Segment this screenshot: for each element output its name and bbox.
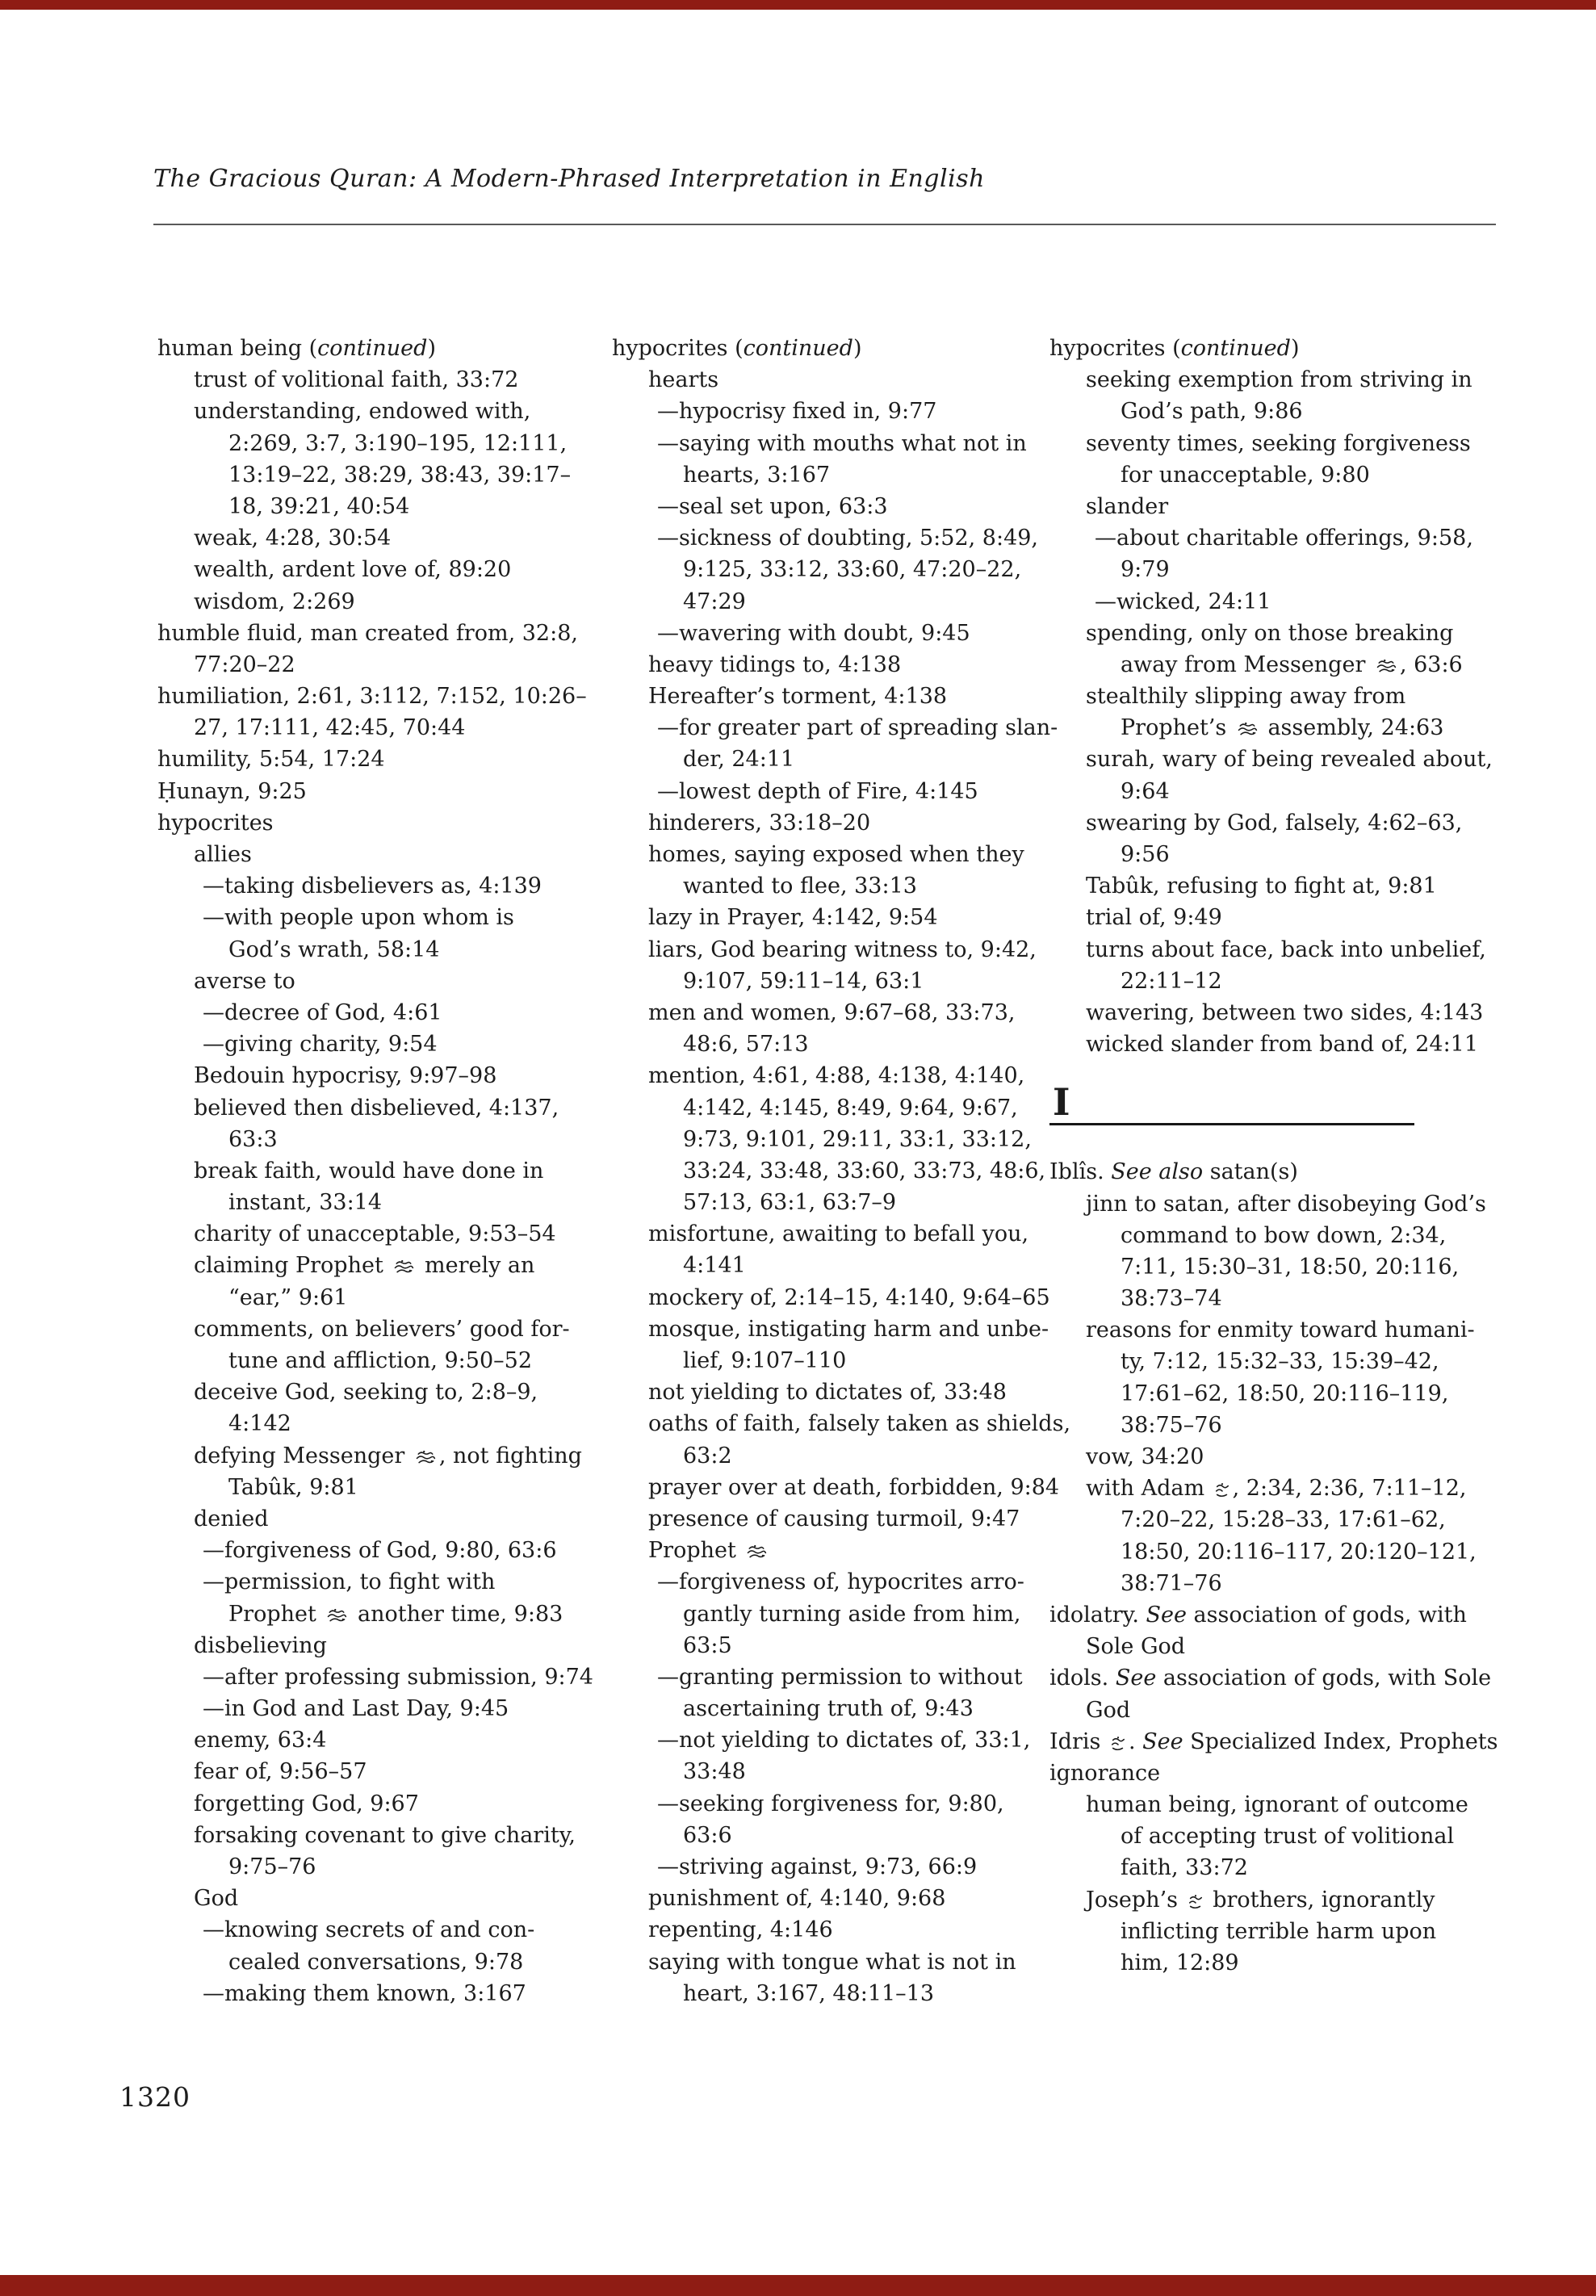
index-line: disbelieving	[194, 1632, 327, 1658]
index-line: oaths of faith, falsely taken as shields,	[648, 1411, 1071, 1437]
index-line: prayer over at death, forbidden, 9:84	[648, 1474, 1060, 1500]
index-line: faith, 33:72	[1121, 1855, 1248, 1881]
index-line: mockery of, 2:14–15, 4:140, 9:64–65	[648, 1284, 1050, 1310]
index-line: deceive God, seeking to, 2:8–9,	[194, 1380, 538, 1406]
index-line: reasons for enmity toward humani-	[1086, 1318, 1475, 1343]
index-line: 4:142, 4:145, 8:49, 9:64, 9:67,	[683, 1095, 1018, 1121]
index-line: spending, only on those breaking	[1086, 620, 1454, 646]
index-line: —knowing secrets of and con-	[203, 1917, 535, 1943]
index-line: 57:13, 63:1, 63:7–9	[683, 1190, 897, 1216]
index-line: 17:61–62, 18:50, 20:116–119,	[1121, 1381, 1449, 1406]
index-line: Idris . See Specialized Index, Prophets	[1049, 1728, 1498, 1754]
index-line: jinn to satan, after disobeying God’s	[1086, 1191, 1486, 1217]
index-line: presence of causing turmoil, 9:47	[648, 1506, 1020, 1531]
honorific-saws-icon	[413, 1449, 438, 1466]
index-line: averse to	[194, 968, 295, 994]
index-line: hypocrites (continued)	[612, 336, 862, 361]
index-line: Tabûk, 9:81	[228, 1474, 358, 1500]
index-line: Sole God	[1086, 1634, 1186, 1660]
index-line: vow, 34:20	[1086, 1444, 1204, 1469]
index-line: for unacceptable, 9:80	[1121, 462, 1370, 488]
index-line: 13:19–22, 38:29, 38:43, 39:17–	[228, 462, 572, 488]
index-line: 27, 17:111, 42:45, 70:44	[194, 715, 466, 741]
index-line: 38:73–74	[1121, 1286, 1222, 1312]
index-line: him, 12:89	[1121, 1950, 1239, 1975]
index-line: Prophet’s assembly, 24:63	[1121, 715, 1444, 741]
index-line: punishment of, 4:140, 9:68	[648, 1886, 946, 1912]
index-line: fear of, 9:56–57	[194, 1759, 367, 1785]
book-title: The Gracious Quran: A Modern-Phrased Interpretation in English	[153, 165, 985, 193]
index-line: 9:107, 59:11–14, 63:1	[683, 968, 924, 994]
index-line: humble fluid, man created from, 32:8,	[157, 620, 578, 646]
index-line: understanding, endowed with,	[194, 399, 531, 425]
index-line: repenting, 4:146	[648, 1917, 833, 1943]
honorific-as-icon	[1213, 1482, 1231, 1498]
index-line: command to bow down, 2:34,	[1121, 1222, 1447, 1248]
index-line: saying with tongue what is not in	[648, 1949, 1016, 1975]
index-line: 18:50, 20:116–117, 20:120–121,	[1121, 1539, 1477, 1565]
index-line: wicked slander from band of, 24:11	[1086, 1032, 1479, 1058]
index-line: —not yielding to dictates of, 33:1,	[657, 1728, 1031, 1753]
index-line: 18, 39:21, 40:54	[228, 493, 410, 519]
index-line: humiliation, 2:61, 3:112, 7:152, 10:26–	[157, 684, 587, 710]
index-line: lief, 9:107–110	[683, 1348, 847, 1373]
index-line: turns about face, back into unbelief,	[1086, 936, 1486, 962]
index-line: 33:24, 33:48, 33:60, 33:73, 48:6,	[683, 1158, 1046, 1184]
index-line: Joseph’s brothers, ignorantly	[1086, 1887, 1435, 1913]
index-line: hearts	[648, 367, 719, 393]
index-line: weak, 4:28, 30:54	[194, 526, 392, 551]
index-line: —hypocrisy fixed in, 9:77	[657, 399, 937, 425]
index-line: 9:75–76	[228, 1854, 316, 1879]
honorific-saws-icon	[392, 1259, 416, 1276]
section-letter: I	[1053, 1080, 1070, 1125]
index-line: homes, saying exposed when they	[648, 842, 1024, 867]
honorific-saws-icon	[744, 1544, 769, 1561]
index-line: God	[194, 1886, 239, 1912]
index-line: hypocrites	[157, 810, 274, 836]
index-line: —forgiveness of God, 9:80, 63:6	[203, 1538, 557, 1564]
index-line: wanted to flee, 33:13	[683, 874, 917, 899]
index-line: —seeking forgiveness for, 9:80,	[657, 1791, 1004, 1816]
index-line: God’s path, 9:86	[1121, 399, 1303, 425]
index-line: 38:71–76	[1121, 1570, 1222, 1596]
index-line: instant, 33:14	[228, 1190, 383, 1216]
section-rule	[1049, 1081, 1414, 1125]
index-line: heart, 3:167, 48:11–13	[683, 1980, 935, 2006]
index-line: —after professing submission, 9:74	[203, 1664, 593, 1690]
index-line: —permission, to fight with	[203, 1569, 496, 1595]
index-line: Tabûk, refusing to fight at, 9:81	[1086, 874, 1437, 899]
index-line: enemy, 63:4	[194, 1728, 327, 1753]
index-line: “ear,” 9:61	[228, 1284, 348, 1310]
index-column-1	[157, 333, 614, 2009]
index-line: —wicked, 24:11	[1095, 589, 1271, 614]
index-line: seeking exemption from striving in	[1086, 367, 1472, 393]
index-line: defying Messenger , not fighting	[194, 1443, 582, 1469]
index-line: with Adam , 2:34, 2:36, 7:11–12,	[1086, 1476, 1467, 1502]
index-line: stealthily slipping away from	[1086, 684, 1406, 710]
index-line: 63:2	[683, 1443, 732, 1469]
index-line: idols. See association of gods, with Sole	[1049, 1665, 1492, 1691]
index-line: forsaking covenant to give charity,	[194, 1822, 576, 1848]
index-line: human being (continued)	[157, 336, 436, 361]
index-line: Iblîs. See also satan(s)	[1049, 1159, 1298, 1185]
index-line: away from Messenger , 63:6	[1121, 652, 1463, 677]
index-line: ascertaining truth of, 9:43	[683, 1696, 974, 1722]
index-line: Ḥunayn, 9:25	[157, 778, 307, 804]
index-line: —making them known, 3:167	[203, 1980, 526, 2006]
index-line: 63:6	[683, 1822, 732, 1848]
index-line: surah, wary of being revealed about,	[1086, 747, 1493, 773]
index-line: 4:141	[683, 1253, 746, 1279]
index-line: forgetting God, 9:67	[194, 1791, 419, 1816]
index-line: liars, God bearing witness to, 9:42,	[648, 936, 1037, 962]
index-line: denied	[194, 1506, 269, 1531]
index-line: Hereafter’s torment, 4:138	[648, 684, 948, 710]
honorific-saws-icon	[1374, 658, 1398, 675]
index-line: wavering, between two sides, 4:143	[1086, 999, 1484, 1025]
index-line: —giving charity, 9:54	[203, 1032, 438, 1058]
index-line: men and women, 9:67–68, 33:73,	[648, 999, 1016, 1025]
index-line: ty, 7:12, 15:32–33, 15:39–42,	[1121, 1349, 1439, 1375]
index-line: 47:29	[683, 589, 746, 614]
index-line: 38:75–76	[1121, 1412, 1222, 1438]
top-edge-bar	[0, 0, 1596, 10]
header-rule	[153, 224, 1496, 225]
index-line: heavy tidings to, 4:138	[648, 652, 902, 677]
index-line: —for greater part of spreading slan-	[657, 715, 1058, 741]
index-line: —wavering with doubt, 9:45	[657, 620, 970, 646]
honorific-as-icon	[1109, 1736, 1127, 1752]
index-line: —lowest depth of Fire, 4:145	[657, 778, 978, 804]
index-line: 48:6, 57:13	[683, 1032, 809, 1058]
index-line: allies	[194, 842, 252, 867]
index-line: —in God and Last Day, 9:45	[203, 1696, 509, 1722]
index-line: wisdom, 2:269	[194, 589, 355, 614]
index-line: trust of volitional faith, 33:72	[194, 367, 519, 393]
index-line: 9:73, 9:101, 29:11, 33:1, 33:12,	[683, 1126, 1032, 1152]
index-line: charity of unacceptable, 9:53–54	[194, 1221, 556, 1247]
index-line: —about charitable offerings, 9:58,	[1095, 526, 1473, 551]
index-line: —saying with mouths what not in	[657, 430, 1027, 456]
index-line: 77:20–22	[194, 652, 295, 677]
index-line: hearts, 3:167	[683, 462, 831, 488]
index-line: —with people upon whom is	[203, 905, 514, 931]
honorific-saws-icon	[1235, 721, 1259, 738]
index-line: inflicting terrible harm upon	[1121, 1918, 1437, 1944]
index-line: 22:11–12	[1121, 968, 1222, 994]
index-line: —granting permission to without	[657, 1664, 1023, 1690]
index-line: of accepting trust of volitional	[1121, 1824, 1455, 1850]
honorific-saws-icon	[325, 1607, 349, 1624]
index-line: lazy in Prayer, 4:142, 9:54	[648, 905, 938, 931]
index-line: break faith, would have done in	[194, 1158, 544, 1184]
index-line: believed then disbelieved, 4:137,	[194, 1095, 559, 1121]
index-line: Bedouin hypocrisy, 9:97–98	[194, 1063, 497, 1089]
index-line: 7:11, 15:30–31, 18:50, 20:116,	[1121, 1254, 1460, 1280]
index-line: 4:142	[228, 1411, 291, 1437]
index-line: comments, on believers’ good for-	[194, 1316, 570, 1342]
index-line: seventy times, seeking forgiveness	[1086, 430, 1471, 456]
index-line: 63:3	[228, 1126, 278, 1152]
index-line: —forgiveness of, hypocrites arro-	[657, 1569, 1024, 1595]
index-line: God	[1086, 1697, 1131, 1723]
index-line: 7:20–22, 15:28–33, 17:61–62,	[1121, 1507, 1446, 1533]
index-line: humility, 5:54, 17:24	[157, 747, 385, 773]
index-line: —sickness of doubting, 5:52, 8:49,	[657, 526, 1039, 551]
section-heading-I	[1049, 1060, 1506, 1125]
index-line: Prophet	[612, 1535, 1068, 1566]
index-line: 63:5	[683, 1632, 732, 1658]
index-line: —seal set upon, 63:3	[657, 493, 888, 519]
index-line: wealth, ardent love of, 89:20	[194, 557, 512, 583]
index-line: ignorance	[1049, 1760, 1161, 1786]
index-line: 9:79	[1121, 557, 1170, 583]
index-line: —striving against, 9:73, 66:9	[657, 1854, 978, 1879]
index-line: mosque, instigating harm and unbe-	[648, 1316, 1049, 1342]
index-line: 9:64	[1121, 778, 1170, 804]
bottom-edge-bar	[0, 2275, 1596, 2296]
index-column-2	[612, 333, 1071, 2009]
index-line: 9:56	[1121, 842, 1170, 867]
index-line: 2:269, 3:7, 3:190–195, 12:111,	[228, 430, 568, 456]
index-line: misfortune, awaiting to befall you,	[648, 1221, 1029, 1247]
index-line: cealed conversations, 9:78	[228, 1949, 524, 1975]
index-line: 33:48	[683, 1759, 746, 1785]
index-line: claiming Prophet merely an	[194, 1253, 535, 1279]
index-line: der, 24:11	[683, 747, 795, 773]
index-line: hypocrites (continued)	[1049, 336, 1300, 361]
index-line: mention, 4:61, 4:88, 4:138, 4:140,	[648, 1063, 1025, 1089]
index-line: not yielding to dictates of, 33:48	[648, 1380, 1007, 1406]
index-line: 9:125, 33:12, 33:60, 47:20–22,	[683, 557, 1022, 583]
index-line: gantly turning aside from him,	[683, 1601, 1021, 1627]
honorific-as-icon	[1187, 1894, 1204, 1910]
index-line: Prophet another time, 9:83	[228, 1601, 563, 1627]
index-line: —taking disbelievers as, 4:139	[203, 874, 542, 899]
index-line: trial of, 9:49	[1086, 905, 1222, 931]
index-column-3	[1049, 333, 1506, 1979]
index-line: tune and affliction, 9:50–52	[228, 1348, 532, 1373]
index-line: idolatry. See association of gods, with	[1049, 1602, 1467, 1628]
index-line: swearing by God, falsely, 4:62–63,	[1086, 810, 1463, 836]
index-line: slander	[1086, 493, 1169, 519]
index-line: hinderers, 33:18–20	[648, 810, 871, 836]
index-line: human being, ignorant of outcome	[1086, 1792, 1468, 1818]
index-line: —decree of God, 4:61	[203, 999, 442, 1025]
page-number: 1320	[119, 2081, 191, 2113]
index-line: God’s wrath, 58:14	[228, 936, 440, 962]
